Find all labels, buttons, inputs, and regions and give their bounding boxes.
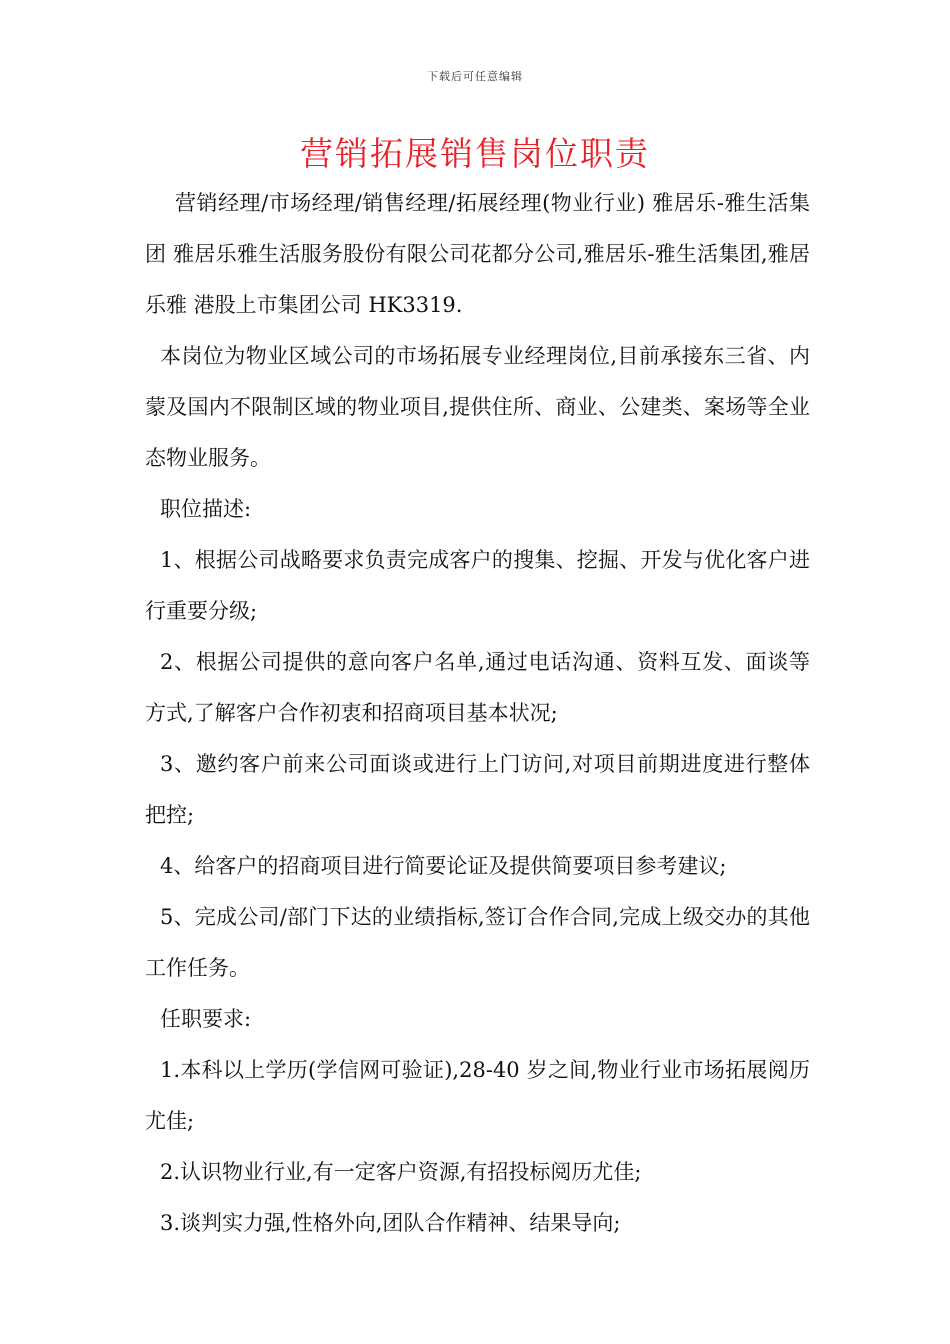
overview-paragraph: 本岗位为物业区域公司的市场拓展专业经理岗位,目前承接东三省、内蒙及国内不限制区域的物业项目,提供住所、商业、公建类、案场等全业态物业服务。 bbox=[145, 344, 810, 470]
document-body bbox=[145, 178, 810, 1249]
requirement-item: 3.谈判实力强,性格外向,团队合作精神、结果导向; bbox=[160, 1211, 621, 1235]
duty-item: 4、给客户的招商项目进行简要论证及提供简要项目参考建议; bbox=[160, 854, 727, 878]
requirements-heading: 任职要求: bbox=[160, 1007, 252, 1031]
intro-paragraph: 营销经理/市场经理/销售经理/拓展经理(物业行业) 雅居乐-雅生活集团 雅居乐雅生活服务股份有限公司花都分公司,雅居乐-雅生活集团,雅居乐雅 港股上市集团公司 HK3319. bbox=[145, 191, 810, 317]
document-title: 营销拓展销售岗位职责 bbox=[300, 134, 650, 173]
job-description-heading: 职位描述: bbox=[160, 497, 252, 521]
duty-item: 2、根据公司提供的意向客户名单,通过电话沟通、资料互发、面谈等方式,了解客户合作初衷和招商项目基本状况; bbox=[145, 650, 810, 725]
requirement-item: 2.认识物业行业,有一定客户资源,有招投标阅历尤佳; bbox=[160, 1160, 642, 1184]
duty-item: 3、邀约客户前来公司面谈或进行上门访问,对项目前期进度进行整体把控; bbox=[145, 752, 810, 827]
duty-item: 5、完成公司/部门下达的业绩指标,签订合作合同,完成上级交办的其他工作任务。 bbox=[145, 905, 810, 980]
requirement-item: 1.本科以上学历(学信网可验证),28-40 岁之间,物业行业市场拓展阅历尤佳; bbox=[145, 1058, 810, 1133]
header-note: 下载后可任意编辑 bbox=[427, 70, 523, 83]
duty-item: 1、根据公司战略要求负责完成客户的搜集、挖掘、开发与优化客户进行重要分级; bbox=[145, 548, 810, 623]
